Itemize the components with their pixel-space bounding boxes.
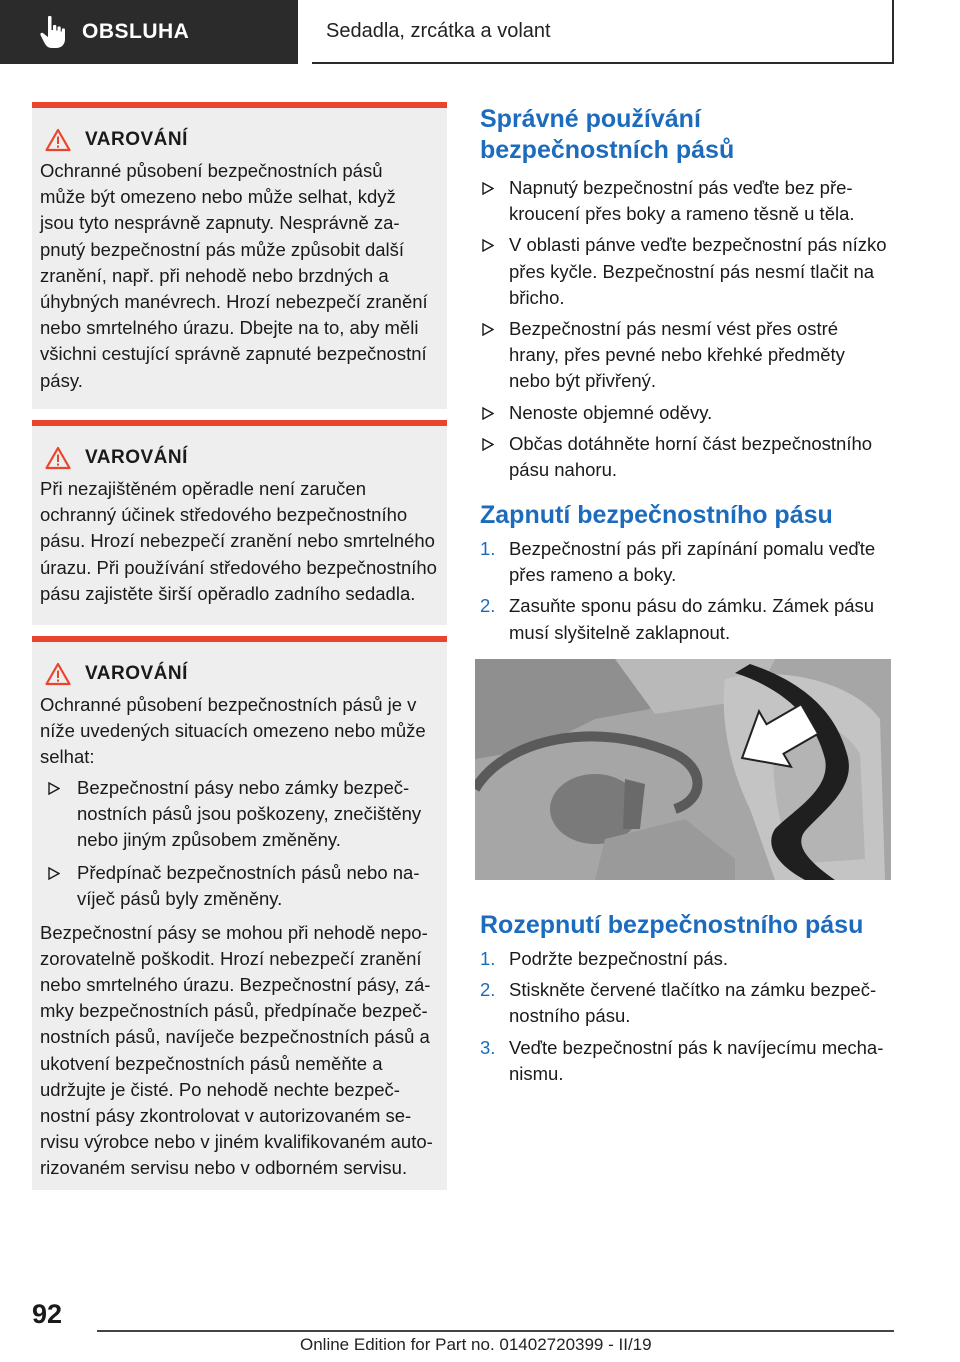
bullet-triangle-icon: [48, 867, 60, 880]
list-item: Napnutý bezpečnostní pás veďte bez pře‐ kroucení přes boky a rameno těsně u těla.: [480, 175, 895, 227]
warning-title: VAROVÁNÍ: [85, 129, 188, 150]
header-section-tab: [0, 0, 298, 64]
warning-box-3: [32, 636, 447, 1190]
warning-intro: Ochranné působení bezpečnostních pásů je v níže uvedených situacích omezeno nebo může selhat:: [40, 694, 426, 768]
warning-text: Bezpečnostní pásy se mohou při nehodě nepo‐ zorovatelně poškodit. Hrozí nebezpečí zranění nebo smrtelného úrazu. Bezpečnostní pásy, zá‐ mky bezpečnostních pásů, předpínače bezpeč‐ nostních pásů, navíječe bezpečnostních pásů a ukotvení bezpečnostních pásů neměňte a udržujte je čisté. Po nehodě nechte bezpeč‐ nostní pásy zkontrolovat v autorizovaném se‐ rvisu výrobce nebo v jiném kvalifikovaném auto‐ rizovaném servisu nebo v odborném servisu.: [40, 921, 433, 1179]
warning-title: VAROVÁNÍ: [85, 663, 188, 684]
warning-box-2: [32, 420, 447, 625]
list-item: 1. Bezpečnostní pás při zapínání pomalu veďte přes rameno a boky.: [480, 538, 876, 586]
warning-triangle-icon: [45, 662, 71, 686]
bullet-triangle-icon: [482, 438, 494, 451]
list-item: 1. Podržte bezpečnostní pás.: [480, 948, 729, 969]
section-correct-use: [480, 104, 895, 488]
warning-triangle-icon: [45, 446, 71, 470]
section-heading: Správné používání bezpečnostních pásů: [480, 105, 735, 164]
section-heading: Zapnutí bezpečnostního pásu: [480, 501, 833, 529]
list-item: Bezpečnostní pás nesmí vést přes ostré hrany, přes pevné nebo křehké předměty nebo být přivřený.: [480, 316, 895, 395]
bullet-triangle-icon: [48, 782, 60, 795]
page-number: 92: [32, 1299, 63, 1329]
list-item: V oblasti pánve veďte bezpečnostní pás nízko přes kyčle. Bezpečnostní pás nesmí tlačit na břicho.: [480, 232, 895, 311]
chapter-label: Sedadla, zrcátka a volant: [326, 19, 551, 42]
bullet-triangle-icon: [482, 239, 494, 252]
footer-edition: Online Edition for Part no. 01402720399 - II/19: [300, 1335, 652, 1354]
bullet-triangle-icon: [482, 323, 494, 336]
footer-divider: [97, 1330, 894, 1332]
warning-text: Při nezajištěném opěradle není zaručen ochranný účinek středového bezpečnostního pásu. Hrozí nebezpečí zranění nebo smrtelného úrazu. Při používání středového bezpečnostního pásu zajistěte širší opěradlo zadního sedadla.: [40, 478, 437, 604]
bullet-triangle-icon: [482, 407, 494, 420]
list-item: Bezpečnostní pásy nebo zámky bezpeč‐ nostních pásů jsou poškozeny, znečištěny nebo jiným způsobem změněny.: [40, 775, 439, 854]
warning-text: Ochranné působení bezpečnostních pásů může být omezeno nebo může selhat, když jsou tyto nesprávně zapnuty. Nesprávně za‐ pnutý bezpečnostní pás může způsobit další zranění, např. při nehodě nebo brzdných a úhybných manévrech. Hrozí nebezpečí zranění nebo smrtelného úrazu. Dbejte na to, aby měli všichni cestující správně zapnuté bezpečnostní pásy.: [40, 160, 428, 391]
list-item: 2. Zasuňte sponu pásu do zámku. Zámek pásu musí slyšitelně zaklapnout.: [480, 595, 875, 643]
warning-box-1: [32, 102, 447, 409]
list-item: Občas dotáhněte horní část bezpečnostního pásu nahoru.: [480, 431, 895, 483]
list-item: Předpínač bezpečnostních pásů nebo na‐ víječ pásů byly změněny.: [40, 860, 439, 912]
list-item: Nenoste objemné oděvy.: [480, 400, 895, 426]
warning-title: VAROVÁNÍ: [85, 447, 188, 468]
list-item: 3. Veďte bezpečnostní pás k navíjecímu mecha‐ nismu.: [480, 1036, 884, 1084]
section-fasten: [480, 500, 895, 651]
header-chapter-box: [312, 0, 894, 64]
hand-pointer-icon: [38, 15, 68, 49]
list-item: 2. Stiskněte červené tlačítko na zámku bezpeč‐ nostního pásu.: [480, 979, 877, 1027]
section-label: OBSLUHA: [82, 20, 190, 43]
seatbelt-illustration: [475, 659, 891, 880]
warning-triangle-icon: [45, 128, 71, 152]
bullet-triangle-icon: [482, 182, 494, 195]
section-heading: Rozepnutí bezpečnostního pásu: [480, 911, 864, 939]
section-unfasten: [480, 910, 895, 1092]
